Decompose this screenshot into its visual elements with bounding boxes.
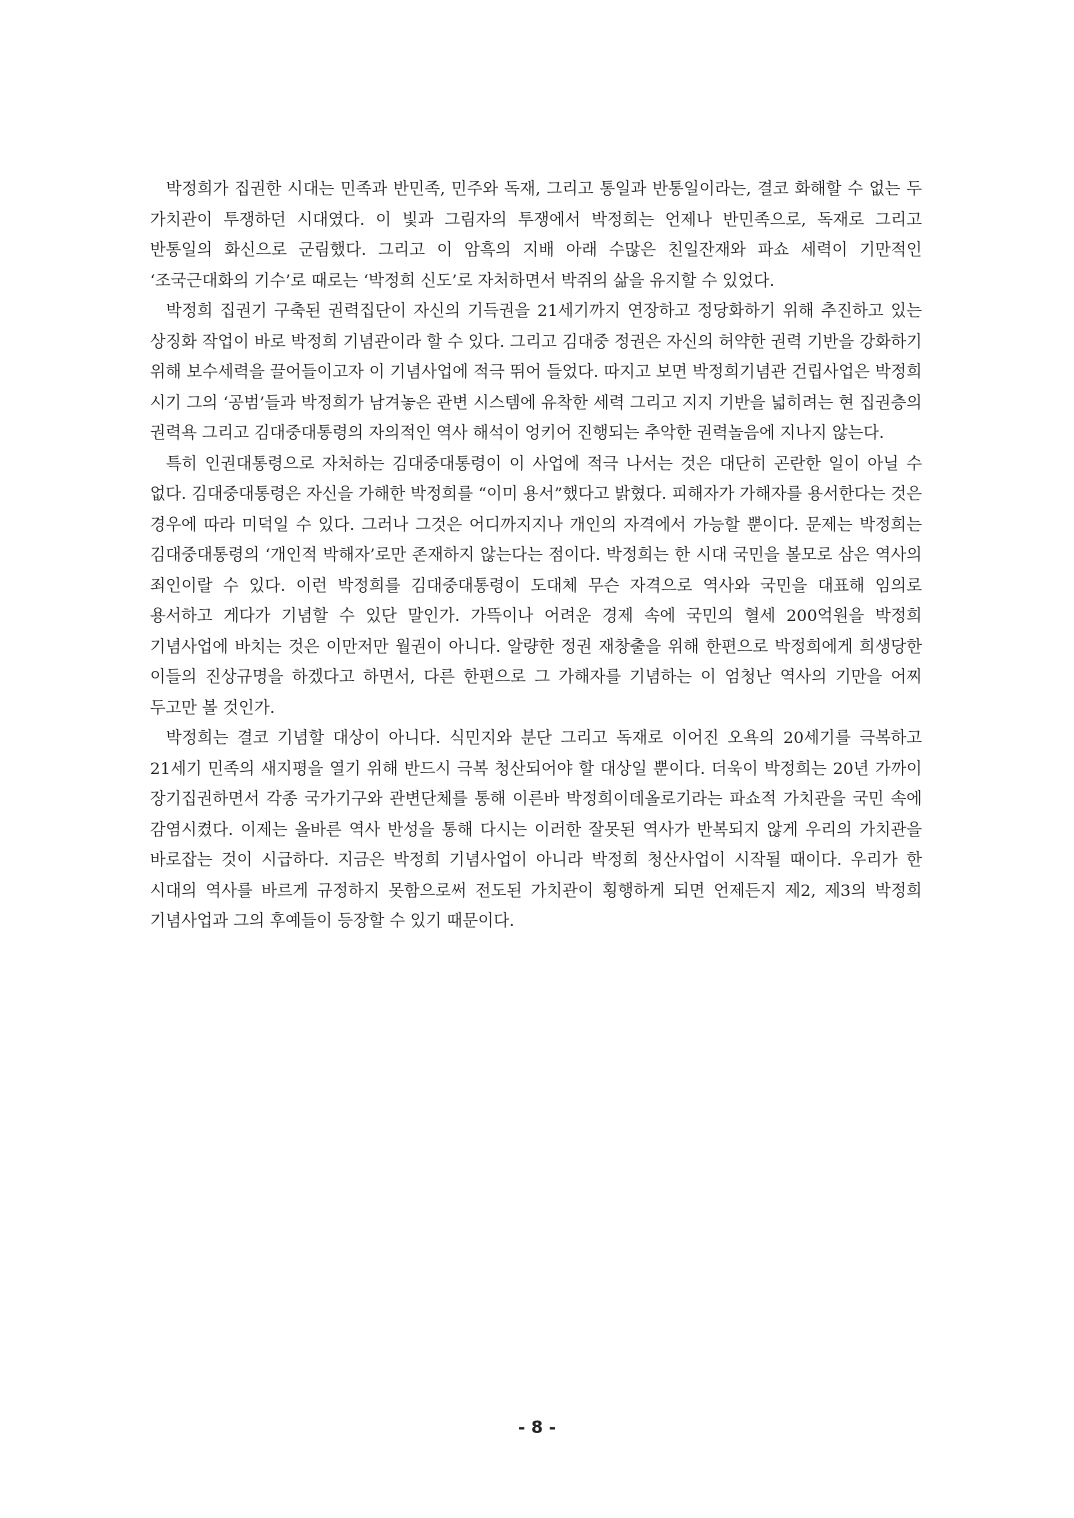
paragraph-4: 박정희는 결코 기념할 대상이 아니다. 식민지와 분단 그리고 독재로 이어진 오욕의 20세기를 극복하고 21세기 민족의 새지평을 열기 위해 반드시 극복 청산되어야 할 대상일 뿐이다. 더욱이 박정희는 20년 가까이 장기집권하면서 각종 국가기구와 관변단체를 통해 이른바 박정희이데올로기라는 파쇼적 가치관을 국민 속에 감염시켰다. 이제는 올바른 역사 반성을 통해 다시는 이러한 잘못된 역사가 반복되지 않게 우리의 가치관을 바로잡는 것이 시급하다. 지금은 박정희 기념사업이 아니라 박정희 청산사업이 시작될 때이다. 우리가 한 시대의 역사를 바르게 규정하지 못함으로써 전도된 가치관이 횡행하게 되면 언제든지 제2, 제3의 박정희 기념사업과 그의 후예들이 등장할 수 있기 때문이다.	[150, 728, 922, 930]
paragraph-1: 박정희가 집권한 시대는 민족과 반민족, 민주와 독재, 그리고 통일과 반통일이라는, 결코 화해할 수 없는 두 가치관이 투쟁하던 시대였다. 이 빛과 그림자의 투쟁에서 박정희는 언제나 반민족으로, 독재로 그리고 반통일의 화신으로 군림했다. 그리고 이 암흑의 지배 아래 수많은 친일잔재와 파쇼 세력이 기만적인 ‘조국근대화의 기수’로 때로는 ‘박정희 신도’로 자처하면서 박쥐의 삶을 유지할 수 있었다.	[150, 179, 922, 290]
paragraph-2: 박정희 집권기 구축된 권력집단이 자신의 기득권을 21세기까지 연장하고 정당화하기 위해 추진하고 있는 상징화 작업이 바로 박정희 기념관이라 할 수 있다. 그리고 김대중 정권은 자신의 허약한 권력 기반을 강화하기 위해 보수세력을 끌어들이고자 이 기념사업에 적극 뛰어 들었다. 따지고 보면 박정희기념관 건립사업은 박정희 시기 그의 ‘공범’들과 박정희가 남겨놓은 관변 시스템에 유착한 세력 그리고 지지 기반을 넓히려는 현 집권층의 권력욕 그리고 김대중대통령의 자의적인 역사 해석이 엉키어 진행되는 추악한 권력놀음에 지나지 않는다.	[150, 301, 922, 442]
paragraph-3: 특히 인권대통령으로 자처하는 김대중대통령이 이 사업에 적극 나서는 것은 대단히 곤란한 일이 아닐 수 없다. 김대중대통령은 자신을 가해한 박정희를 “이미 용서”했다고 밝혔다. 피해자가 가해자를 용서한다는 것은 경우에 따라 미덕일 수 있다. 그러나 그것은 어디까지지나 개인의 자격에서 가능할 뿐이다. 문제는 박정희는 김대중대통령의 ‘개인적 박해자’로만 존재하지 않는다는 점이다. 박정희는 한 시대 국민을 볼모로 삼은 역사의 죄인이랄 수 있다. 이런 박정희를 김대중대통령이 도대체 무슨 자격으로 역사와 국민을 대표해 임의로 용서하고 게다가 기념할 수 있단 말인가. 가뜩이나 어려운 경제 속에 국민의 혈세 200억원을 박정희 기념사업에 바치는 것은 이만저만 월권이 아니다. 알량한 정권 재창출을 위해 한편으로 박정희에게 희생당한 이들의 진상규명을 하겠다고 하면서, 다른 한편으로 그 가해자를 기념하는 이 엄청난 역사의 기만을 어찌 두고만 볼 것인가.	[150, 453, 922, 717]
page-number: - 8 -	[518, 1418, 556, 1438]
document-body	[150, 174, 922, 937]
